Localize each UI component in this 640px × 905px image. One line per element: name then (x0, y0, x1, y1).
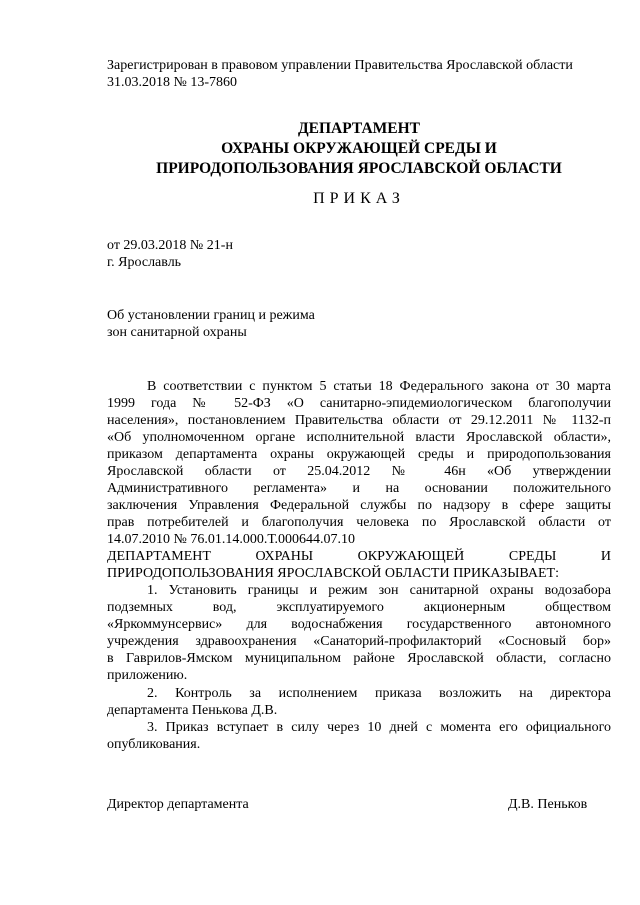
subject-line-1: Об установлении границ и режима (107, 308, 315, 323)
date-number: от 29.03.2018 № 21-н (107, 238, 233, 253)
registration-line-2: 31.03.2018 № 13-7860 (107, 75, 238, 90)
subject (107, 307, 611, 341)
title-line-1: ДЕПАРТАМЕНТ (297, 120, 421, 137)
signature-name: Д.В. Пеньков (508, 797, 588, 812)
signature-position: Директор департамента (107, 797, 249, 812)
item-1-line: приложению. (107, 668, 188, 683)
registration-line-1: Зарегистрирован в правовом управлении Правительства Ярославской области (107, 58, 573, 73)
preamble-line: прав потребителей и благополучия человека по Ярославской области от (107, 515, 611, 530)
department-title (107, 119, 611, 179)
order-item-3 (107, 719, 611, 753)
item-1-line: «Яркоммунсервис» для водоснабжения государственного автономного (107, 617, 611, 632)
city: г. Ярославль (107, 255, 182, 270)
item-1-line: в Гаврилов-Ямском муниципальном районе Ярославской области, согласно (107, 651, 611, 666)
registration-note (107, 57, 611, 91)
item-1-line: 1. Установить границы и режим зон санитарной охраны водозабора (147, 583, 611, 598)
doc-meta (107, 237, 611, 271)
order-item-2 (107, 685, 611, 719)
preamble-line: В соответствии с пунктом 5 статьи 18 Федерального закона от 30 марта (147, 379, 611, 394)
subject-line-2: зон санитарной охраны (107, 325, 247, 340)
item-3-line: опубликования. (107, 737, 201, 752)
preamble-line: населения», постановлением Правительства области от 29.12.2011 № 1132-п (107, 413, 611, 428)
preamble-line: «Об уполномоченном органе исполнительной власти Ярославской области», (107, 430, 611, 445)
preamble-line: Административного регламента» и на основании положительного (107, 481, 611, 496)
preamble-line: 1999 года № 52-ФЗ «О санитарно-эпидемиологическом благополучии (107, 396, 611, 411)
preamble-paragraph (107, 378, 611, 582)
orders-line: ДЕПАРТАМЕНТ ОХРАНЫ ОКРУЖАЮЩЕЙ СРЕДЫ И (107, 549, 611, 564)
preamble-line: приказом департамента охраны окружающей среды и природопользования (107, 447, 611, 462)
item-1-line: учреждения здравоохранения «Санаторий-профилакторий «Сосновый бор» (107, 634, 611, 649)
preamble-line: заключения Управления Федеральной службы по надзору в сфере защиты (107, 498, 611, 513)
preamble-line: 14.07.2010 № 76.01.14.000.Т.000644.07.10 (107, 532, 356, 547)
title-line-3: ПРИРОДОПОЛЬЗОВАНИЯ ЯРОСЛАВСКОЙ ОБЛАСТИ (156, 160, 562, 177)
preamble-line: Ярославской области от 25.04.2012 № 46н «Об утверждении (107, 464, 611, 479)
item-2-line: 2. Контроль за исполнением приказа возложить на директора (147, 686, 611, 701)
item-3-line: 3. Приказ вступает в силу через 10 дней с момента его официального (147, 720, 611, 735)
orders-line: ПРИРОДОПОЛЬЗОВАНИЯ ЯРОСЛАВСКОЙ ОБЛАСТИ ПРИКАЗЫВАЕТ: (107, 566, 559, 581)
order-item-1 (107, 582, 611, 684)
item-2-line: департамента Пенькова Д.В. (107, 703, 278, 718)
item-1-line: подземных вод, эксплуатируемого акционерным обществом (107, 600, 611, 615)
title-line-2: ОХРАНЫ ОКРУЖАЮЩЕЙ СРЕДЫ И (221, 140, 497, 157)
doc-type-heading: ПРИКАЗ (313, 190, 405, 207)
